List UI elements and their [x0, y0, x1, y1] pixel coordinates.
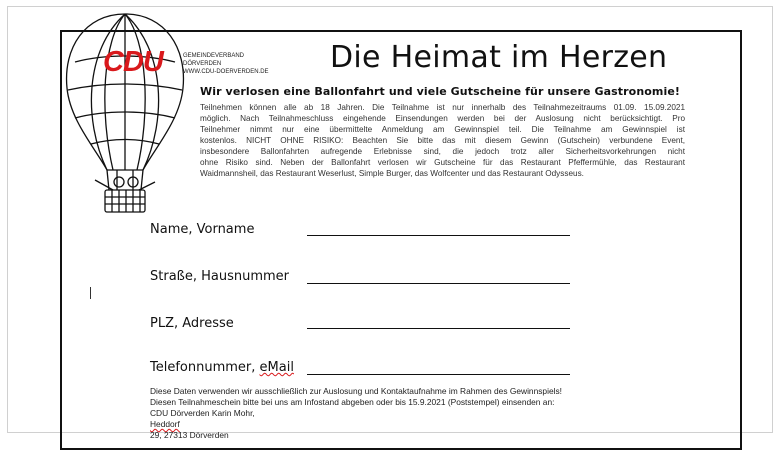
terms-line: möglich. Nach Teilnahmeschluss eingehende Einsendungen werden bei der Auslosung nicht berücksichtigt. Pro [200, 114, 685, 123]
logo-sub-line: GEMEINDEVERBAND [183, 53, 245, 59]
phone-field-label [150, 360, 294, 376]
terms-paragraph [200, 102, 685, 179]
logo-sub-line: WWW.CDU-DOERVERDEN.DE [183, 69, 269, 75]
hot-air-balloon-illustration [55, 10, 195, 215]
subtitle: Wir verlosen eine Ballonfahrt und viele Gutscheine für unsere Gastronomie! [200, 85, 681, 98]
phone-label-prefix: Telefonnummer, [150, 360, 260, 375]
terms-line: insbesondere Ballonfahrten aufregende Erlebnisse sind, die jedoch trotz aller Sicherheitsvorkehrungen nicht [200, 147, 685, 156]
footer-notice [150, 386, 690, 441]
footer-address-prefix: CDU Dörverden Karin Mohr, [150, 408, 255, 418]
name-field[interactable] [307, 235, 570, 236]
name-field-label: Name, Vorname [150, 222, 255, 237]
page-title: Die Heimat im Herzen [330, 40, 668, 75]
logo-brand: CDU [103, 46, 163, 78]
plz-field-label: PLZ, Adresse [150, 316, 234, 331]
logo-sub-line: DÖRVERDEN [183, 61, 222, 67]
terms-line: Teilnehmer nimmt nur eine übermittelte Anmeldung am Gewinnspiel teil. Die Teilnahme am Gewinnspiel ist [200, 125, 685, 134]
text-cursor [90, 287, 91, 299]
terms-line: Teilnehmen können alle ab 18 Jahren. Die Teilnahme ist nur innerhalb des Teilnahmezeitraums 01.09. 15.09.2021 [200, 103, 685, 112]
terms-line: kostenlos. NICHT OHNE RISIKO: Beachten Sie bitte das mit diesem Gewinn (Gutschein) verbundene Event, [200, 136, 685, 145]
phone-field[interactable] [307, 374, 570, 375]
plz-field[interactable] [307, 328, 570, 329]
logo-subtext [183, 52, 303, 76]
footer-line: Diese Daten verwenden wir ausschließlich zur Auslosung und Kontaktaufnahme im Rahmen des Gewinnspiels! [150, 386, 562, 396]
terms-line: ohne Risiko sind. Neben der Ballonfahrt verlosen wir Gutscheine für das Restaurant Pfeffermühle, das Restaurant [200, 158, 685, 167]
footer-address-street: Heddorf [150, 419, 180, 429]
footer-address [150, 408, 690, 441]
footer-address-suffix: 29, 27313 Dörverden [150, 430, 229, 440]
street-field-label: Straße, Hausnummer [150, 269, 290, 284]
street-field[interactable] [307, 283, 570, 284]
footer-line: Diesen Teilnahmeschein bitte bei uns am Infostand abgeben oder bis 15.9.2021 (Poststempel) einsenden an: [150, 397, 555, 407]
terms-line: Waidmannsheil, das Restaurant Weserlust, Simple Burger, das Wolfcenter und das Restaurant Odysseus. [200, 169, 584, 178]
phone-label-email: eMail [259, 360, 294, 375]
